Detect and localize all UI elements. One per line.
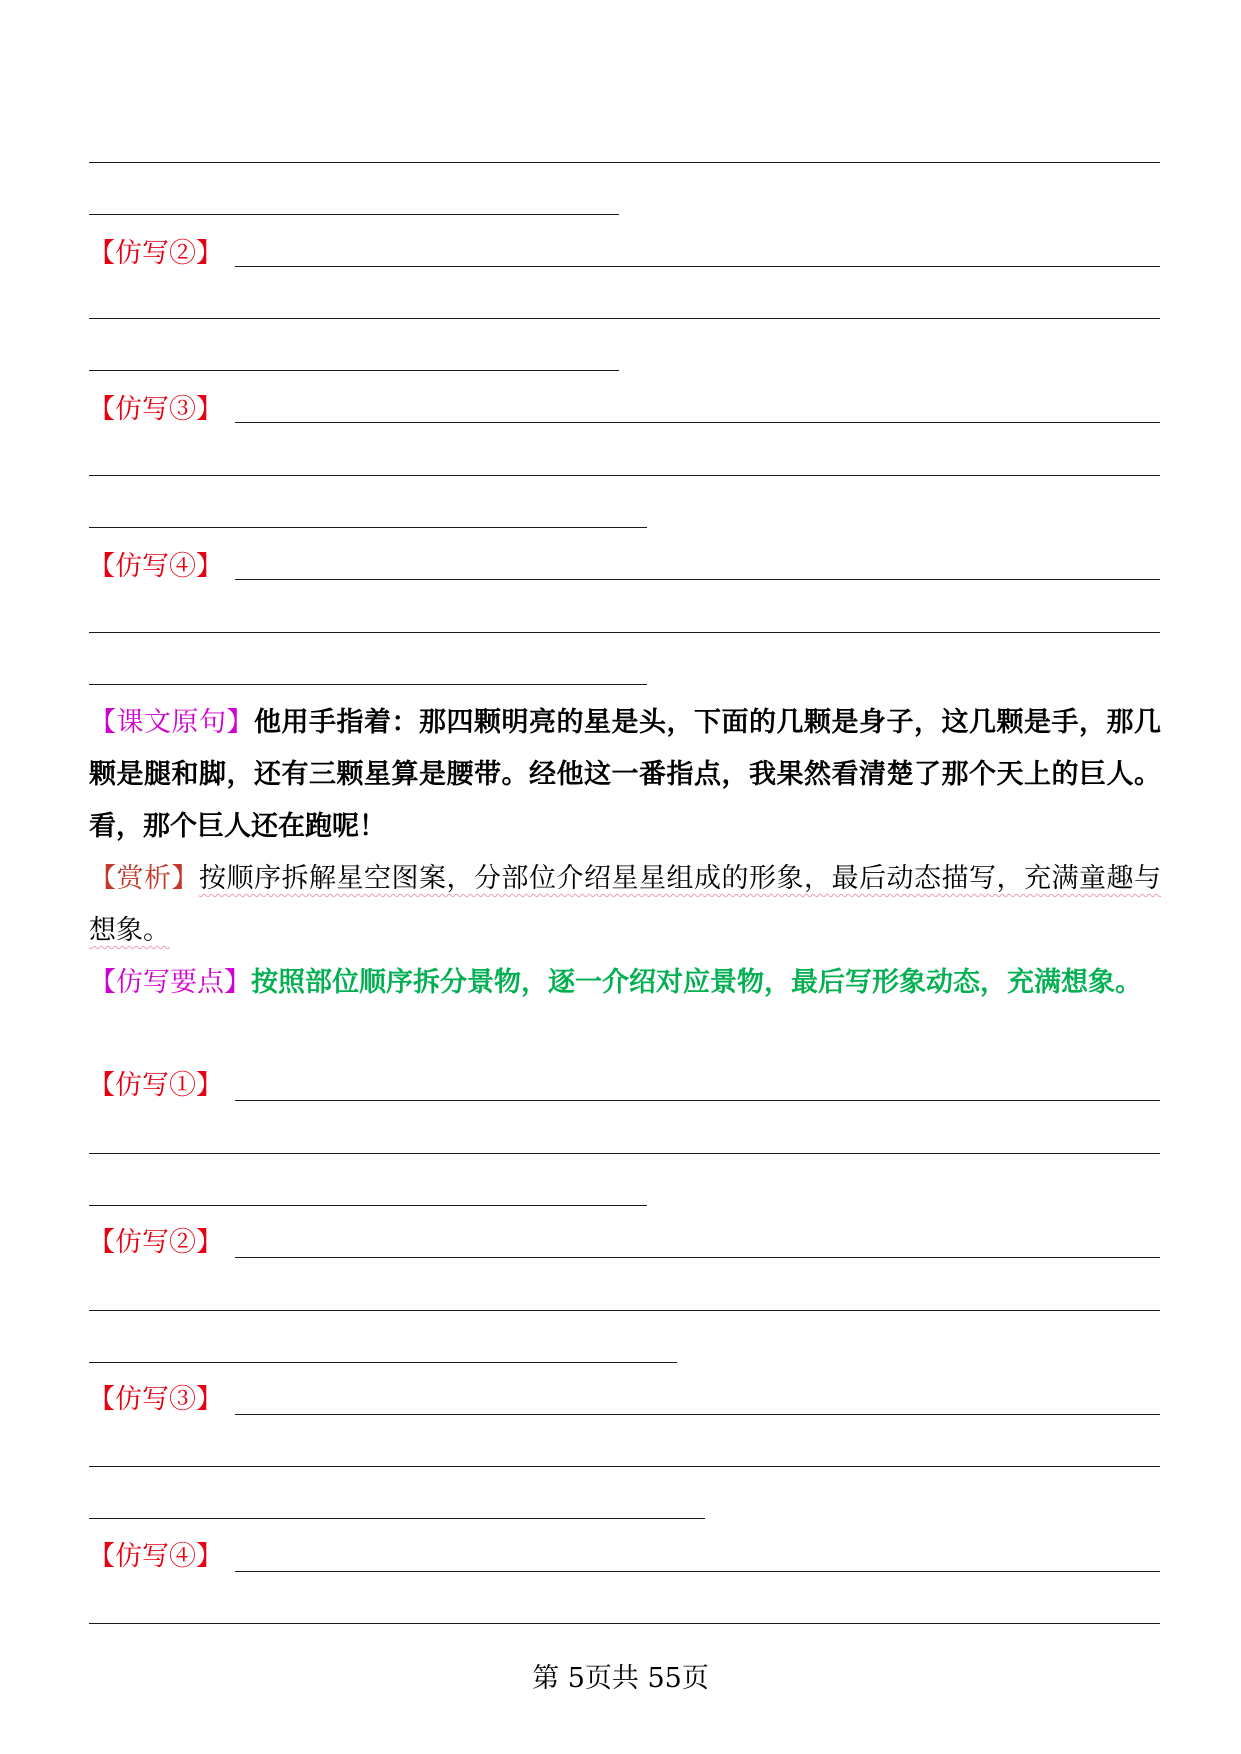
imitation-points-text: 按照部位顺序拆分景物，逐一介绍对应景物，最后写形象动态，充满想象。 [251, 967, 1142, 998]
imitation-points [89, 957, 1161, 1009]
writing-line[interactable] [89, 370, 619, 371]
original-sentence-tag: 【课文原句】 [89, 707, 254, 738]
writing-line[interactable] [235, 266, 1160, 267]
writing-line[interactable] [235, 1571, 1160, 1572]
imitation-points-tag: 【仿写要点】 [89, 967, 251, 998]
analysis [89, 853, 1161, 957]
writing-line[interactable] [89, 1205, 647, 1206]
writing-line[interactable] [89, 1466, 1160, 1467]
writing-line[interactable] [89, 632, 1160, 633]
writing-line[interactable] [89, 214, 619, 215]
imitation-label-1: 【仿写①】 [88, 1070, 223, 1101]
imitation-label-4b: 【仿写④】 [88, 1541, 223, 1572]
writing-line[interactable] [235, 1257, 1160, 1258]
writing-line[interactable] [89, 475, 1160, 476]
writing-line[interactable] [89, 1153, 1160, 1154]
imitation-label-3b: 【仿写③】 [88, 1384, 223, 1415]
original-sentence-text: 他用手指着：那四颗明亮的星是头，下面的几颗是身子，这几颗是手，那几颗是腿和脚，还有三颗星算是腰带。经他这一番指点，我果然看清楚了那个天上的巨人。看，那个巨人还在跑呢！ [89, 707, 1161, 842]
imitation-label-4: 【仿写④】 [88, 551, 223, 582]
page-footer: 第 5页共 55页 [532, 1663, 709, 1694]
writing-line[interactable] [89, 1623, 1160, 1624]
writing-line[interactable] [235, 422, 1160, 423]
writing-line[interactable] [89, 1310, 1160, 1311]
imitation-label-3: 【仿写③】 [88, 394, 223, 425]
writing-line[interactable] [89, 318, 1160, 319]
writing-line[interactable] [89, 527, 647, 528]
imitation-label-2: 【仿写②】 [88, 238, 223, 269]
writing-line[interactable] [235, 1414, 1160, 1415]
writing-line[interactable] [89, 1518, 705, 1519]
writing-line[interactable] [235, 1100, 1160, 1101]
analysis-tag: 【赏析】 [89, 863, 199, 894]
writing-line[interactable] [89, 1362, 677, 1363]
writing-line[interactable] [89, 162, 1160, 163]
imitation-label-2b: 【仿写②】 [88, 1227, 223, 1258]
writing-line[interactable] [89, 684, 647, 685]
writing-line[interactable] [235, 579, 1160, 580]
original-sentence [89, 697, 1161, 853]
analysis-text: 按顺序拆解星空图案，分部位介绍星星组成的形象，最后动态描写，充满童趣与想象。 [89, 863, 1161, 946]
